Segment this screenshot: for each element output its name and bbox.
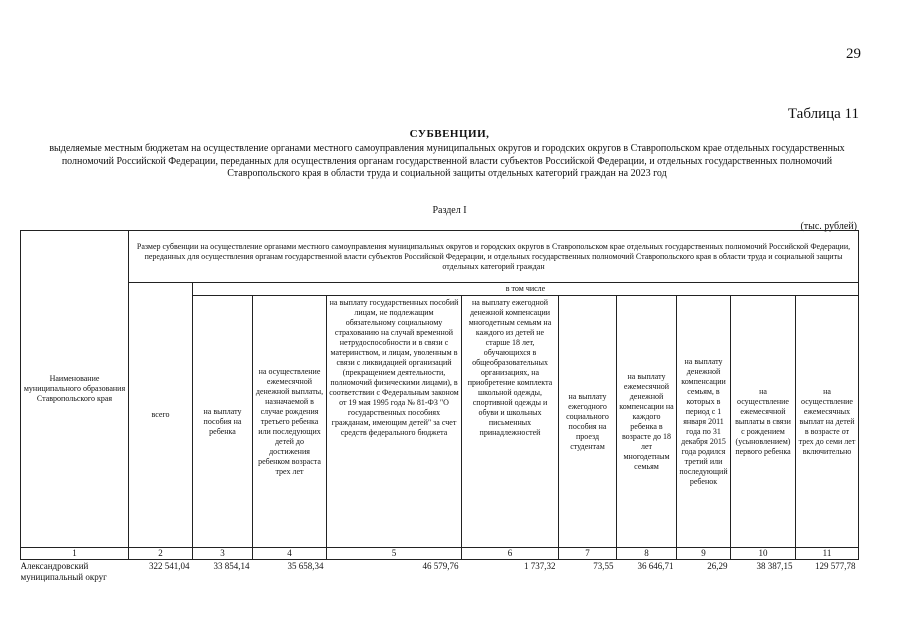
column-number: 10 (731, 548, 796, 560)
subsidies-table (20, 230, 859, 584)
column-number: 3 (193, 548, 253, 560)
column-number: 4 (253, 548, 327, 560)
cell-value: 1 737,32 (524, 561, 556, 571)
sub-header: на осуществление ежемесячных выплат на детей в возрасте от трех до семи лет включительно (796, 296, 859, 548)
sub-header: на осуществление ежемесячной денежной выплаты, назначаемой в случае рождения третьего ребенка или последующих детей до достижения ребенком возраста трех лет (253, 296, 327, 548)
column-number: 11 (796, 548, 859, 560)
document-subtitle: выделяемые местным бюджетам на осуществление органами местного самоуправления муниципальных округов и городских округов в Ставропольском крае отдельных государственных полномочий Российской Федерации, переданных для осуществления органам государственной власти субъектов Российской Федерации, и отдельных государственных полномочий Ставропольского края в области труда и социальной защиты отдельных категорий граждан на 2023 год (49, 143, 845, 179)
cell-value: 73,55 (593, 561, 614, 571)
total-header: всего (129, 283, 193, 548)
document-title: СУБВЕНЦИИ, (409, 128, 490, 140)
col-name-header: Наименование муниципального образования Ставропольского края (21, 231, 129, 548)
units-label: (тыс. рублей) (800, 221, 857, 232)
cell-value: 129 577,78 (815, 561, 856, 571)
cell-value: 38 387,15 (756, 561, 793, 571)
cell-value: 36 646,71 (637, 561, 674, 571)
sub-header: на осуществление ежемесячной выплаты в связи с рождением (усыновлением) первого ребенка (731, 296, 796, 548)
cell-value: 322 541,04 (149, 561, 190, 571)
sub-header: на выплату пособия на ребенка (193, 296, 253, 548)
column-number: 8 (617, 548, 677, 560)
column-number: 7 (559, 548, 617, 560)
sub-header: на выплату денежной компенсации семьям, в которых в период с 1 января 2011 года по 31 декабря 2015 года родился третий или последующий ребенок (677, 296, 731, 548)
row-name: Александровский муниципальный округ (20, 561, 107, 582)
column-number: 1 (21, 548, 129, 560)
sub-header: на выплату ежемесячной денежной компенсации на каждого ребенка в возрасте до 18 лет многодетным семьям (617, 296, 677, 548)
section-label: Раздел I (432, 205, 467, 216)
sub-header: на выплату государственных пособий лицам, не подлежащим обязательному социальному страхованию на случай временной нетрудоспособности и в связи с материнством, и лицам, уволенным в связи с ликвидацией организаций (прекращением деятельности, полномочий физическими лицами), в соответствии с Федеральным законом от 19 мая 1995 года № 81-ФЗ "О государственных пособиях гражданам, имеющим детей" за счет средств федерального бюджета (327, 296, 462, 548)
cell-value: 46 579,76 (422, 561, 459, 571)
column-number: 5 (327, 548, 462, 560)
group-header: Размер субвенции на осуществление органами местного самоуправления муниципальных округов и городских округов в Ставропольском крае отдельных государственных полномочий Российской Федерации, переданных для осуществления органам государственной власти субъектов Российской Федерации, и отдельных государственных полномочий Ставропольского края в области труда и социальной защиты отдельных категорий граждан (129, 231, 859, 283)
column-number: 9 (677, 548, 731, 560)
table-row (21, 560, 859, 585)
table-label: Таблица 11 (787, 106, 859, 122)
including-header: в том числе (193, 283, 859, 296)
cell-value: 35 658,34 (287, 561, 324, 571)
sub-header: на выплату ежегодной денежной компенсации многодетным семьям на каждого из детей не старше 18 лет, обучающихся в общеобразовательных организациях, на приобретение комплекта школьной одежды, спортивной одежды и обуви и школьных письменных принадлежностей (462, 296, 559, 548)
cell-value: 33 854,14 (213, 561, 250, 571)
sub-header: на выплату ежегодного социального пособия на проезд студентам (559, 296, 617, 548)
column-number: 2 (129, 548, 193, 560)
column-number: 6 (462, 548, 559, 560)
cell-value: 26,29 (707, 561, 728, 571)
page-number: 29 (846, 46, 861, 62)
